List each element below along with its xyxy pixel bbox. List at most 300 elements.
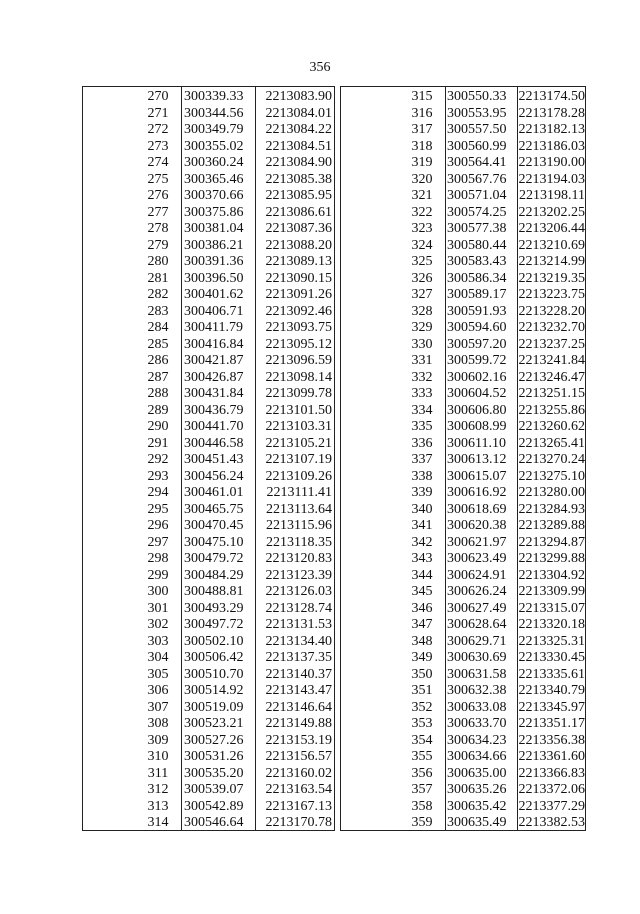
y-coordinate: 2213085.38 — [265, 171, 332, 187]
x-coordinate: 300583.43 — [447, 254, 507, 269]
y-coordinate: 2213149.88 — [265, 716, 332, 731]
table-row — [341, 171, 585, 189]
y-coordinate: 2213086.61 — [265, 204, 332, 220]
y-coordinate: 2213382.53 — [518, 815, 585, 830]
y-coordinate: 2213092.46 — [265, 303, 332, 319]
table-row — [83, 748, 334, 766]
y-coordinate: 2213146.64 — [265, 699, 332, 715]
x-coordinate: 300627.49 — [447, 600, 507, 616]
point-number: 340 — [411, 501, 433, 517]
y-coordinate: 2213284.93 — [518, 501, 585, 517]
y-coordinate: 2213084.90 — [265, 155, 332, 170]
x-coordinate: 300349.79 — [184, 122, 244, 137]
point-number: 280 — [147, 254, 169, 269]
table-row — [83, 501, 334, 519]
point-number: 289 — [147, 402, 169, 418]
table-row — [341, 237, 585, 255]
y-coordinate: 2213095.12 — [265, 336, 332, 352]
x-coordinate: 300451.43 — [184, 452, 244, 467]
x-coordinate: 300604.52 — [447, 386, 507, 401]
y-coordinate: 2213085.95 — [265, 188, 332, 203]
table-row — [83, 138, 334, 156]
point-number: 274 — [147, 155, 169, 170]
point-number: 315 — [411, 89, 433, 104]
table-row — [83, 336, 334, 354]
point-number: 321 — [411, 188, 433, 203]
y-coordinate: 2213131.53 — [265, 617, 332, 632]
y-coordinate: 2213280.00 — [518, 485, 585, 500]
point-number: 294 — [147, 485, 169, 500]
x-coordinate: 300611.10 — [447, 435, 506, 451]
table-row — [83, 550, 334, 568]
x-coordinate: 300571.04 — [447, 188, 507, 203]
y-coordinate: 2213294.87 — [518, 534, 585, 550]
table-row — [83, 484, 334, 502]
x-coordinate: 300631.58 — [447, 666, 507, 682]
x-coordinate: 300506.42 — [184, 650, 244, 665]
x-coordinate: 300484.29 — [184, 567, 244, 583]
x-coordinate: 300510.70 — [184, 666, 244, 682]
table-row — [341, 286, 585, 304]
x-coordinate: 300391.36 — [184, 254, 244, 269]
x-coordinate: 300344.56 — [184, 105, 244, 121]
table-row — [341, 534, 585, 552]
point-number: 298 — [147, 551, 169, 566]
table-row — [83, 616, 334, 634]
y-coordinate: 2213156.57 — [265, 749, 332, 764]
point-number: 306 — [147, 683, 169, 698]
y-coordinate: 2213366.83 — [518, 765, 585, 781]
y-coordinate: 2213113.64 — [266, 501, 332, 517]
y-coordinate: 2213163.54 — [265, 782, 332, 797]
x-coordinate: 300550.33 — [447, 89, 507, 104]
table-row — [341, 633, 585, 651]
x-coordinate: 300546.64 — [184, 815, 244, 830]
y-coordinate: 2213304.92 — [518, 567, 585, 583]
table-row — [83, 253, 334, 271]
coordinate-table-right — [340, 86, 586, 831]
point-number: 335 — [411, 419, 433, 434]
x-coordinate: 300406.71 — [184, 303, 244, 319]
table-row — [341, 369, 585, 387]
point-number: 288 — [147, 386, 169, 401]
y-coordinate: 2213219.35 — [518, 270, 585, 286]
x-coordinate: 300634.66 — [447, 749, 507, 764]
point-number: 337 — [411, 452, 433, 467]
y-coordinate: 2213099.78 — [265, 386, 332, 401]
x-coordinate: 300623.49 — [447, 551, 507, 566]
table-row — [341, 814, 585, 832]
table-row — [341, 699, 585, 717]
x-coordinate: 300535.20 — [184, 765, 244, 781]
point-number: 313 — [147, 798, 169, 814]
point-number: 341 — [411, 518, 433, 533]
x-coordinate: 300519.09 — [184, 699, 244, 715]
x-coordinate: 300564.41 — [447, 155, 507, 170]
x-coordinate: 300624.91 — [447, 567, 507, 583]
point-number: 270 — [147, 89, 169, 104]
point-number: 317 — [411, 122, 433, 137]
point-number: 299 — [147, 567, 169, 583]
x-coordinate: 300436.79 — [184, 402, 244, 418]
table-row — [83, 534, 334, 552]
x-coordinate: 300527.26 — [184, 732, 244, 748]
x-coordinate: 300355.02 — [184, 138, 244, 154]
y-coordinate: 2213270.24 — [518, 452, 585, 467]
table-row — [341, 204, 585, 222]
point-number: 322 — [411, 204, 433, 220]
y-coordinate: 2213118.35 — [266, 534, 332, 550]
table-row — [83, 154, 334, 172]
y-coordinate: 2213214.99 — [518, 254, 585, 269]
y-coordinate: 2213084.51 — [265, 138, 332, 154]
table-row — [341, 336, 585, 354]
table-row — [83, 649, 334, 667]
y-coordinate: 2213289.88 — [518, 518, 585, 533]
y-coordinate: 2213351.17 — [518, 716, 585, 731]
point-number: 332 — [411, 369, 433, 385]
point-number: 320 — [411, 171, 433, 187]
table-row — [341, 138, 585, 156]
x-coordinate: 300633.70 — [447, 716, 507, 731]
point-number: 287 — [147, 369, 169, 385]
x-coordinate: 300620.38 — [447, 518, 507, 533]
point-number: 279 — [147, 237, 169, 253]
x-coordinate: 300635.49 — [447, 815, 507, 830]
point-number: 304 — [147, 650, 169, 665]
point-number: 273 — [147, 138, 169, 154]
y-coordinate: 2213137.35 — [265, 650, 332, 665]
y-coordinate: 2213260.62 — [518, 419, 585, 434]
table-row — [83, 666, 334, 684]
point-number: 276 — [147, 188, 169, 203]
y-coordinate: 2213089.13 — [265, 254, 332, 269]
table-row — [341, 501, 585, 519]
y-coordinate: 2213126.03 — [265, 584, 332, 599]
table-row — [341, 154, 585, 172]
x-coordinate: 300493.29 — [184, 600, 244, 616]
y-coordinate: 2213098.14 — [265, 369, 332, 385]
y-coordinate: 2213087.36 — [265, 221, 332, 236]
y-coordinate: 2213134.40 — [265, 633, 332, 649]
x-coordinate: 300630.69 — [447, 650, 507, 665]
point-number: 326 — [411, 270, 433, 286]
table-row — [83, 352, 334, 370]
x-coordinate: 300542.89 — [184, 798, 244, 814]
point-number: 348 — [411, 633, 433, 649]
table-row — [83, 171, 334, 189]
table-row — [83, 88, 334, 106]
point-number: 334 — [411, 402, 433, 418]
page-number: 356 — [309, 60, 331, 75]
table-row — [83, 270, 334, 288]
point-number: 357 — [411, 782, 433, 797]
y-coordinate: 2213143.47 — [265, 683, 332, 698]
x-coordinate: 300531.26 — [184, 749, 244, 764]
y-coordinate: 2213223.75 — [518, 287, 585, 302]
point-number: 342 — [411, 534, 433, 550]
point-number: 358 — [411, 798, 433, 814]
x-coordinate: 300523.21 — [184, 716, 244, 731]
y-coordinate: 2213251.15 — [518, 386, 585, 401]
x-coordinate: 300553.95 — [447, 105, 507, 121]
y-coordinate: 2213202.25 — [518, 204, 585, 220]
y-coordinate: 2213190.00 — [518, 155, 585, 170]
y-coordinate: 2213128.74 — [265, 600, 332, 616]
y-coordinate: 2213241.84 — [518, 353, 585, 368]
x-coordinate: 300381.04 — [184, 221, 244, 236]
table-row — [341, 253, 585, 271]
point-number: 325 — [411, 254, 433, 269]
table-row — [341, 682, 585, 700]
table-row — [341, 715, 585, 733]
y-coordinate: 2213275.10 — [518, 468, 585, 484]
point-number: 333 — [411, 386, 433, 401]
table-row — [83, 220, 334, 238]
point-number: 329 — [411, 320, 433, 335]
x-coordinate: 300589.17 — [447, 287, 507, 302]
point-number: 284 — [147, 320, 169, 335]
point-number: 324 — [411, 237, 433, 253]
point-number: 327 — [411, 287, 433, 302]
y-coordinate: 2213167.13 — [265, 798, 332, 814]
x-coordinate: 300634.23 — [447, 732, 507, 748]
point-number: 305 — [147, 666, 169, 682]
point-number: 302 — [147, 617, 169, 632]
point-number: 314 — [147, 815, 169, 830]
point-number: 282 — [147, 287, 169, 302]
x-coordinate: 300586.34 — [447, 270, 507, 286]
point-number: 352 — [411, 699, 433, 715]
y-coordinate: 2213377.29 — [518, 798, 585, 814]
x-coordinate: 300375.86 — [184, 204, 244, 220]
x-coordinate: 300606.80 — [447, 402, 507, 418]
y-coordinate: 2213228.20 — [518, 303, 585, 319]
y-coordinate: 2213115.96 — [266, 518, 332, 533]
y-coordinate: 2213140.37 — [265, 666, 332, 682]
x-coordinate: 300479.72 — [184, 551, 244, 566]
point-number: 291 — [147, 435, 169, 451]
y-coordinate: 2213084.22 — [265, 122, 332, 137]
y-coordinate: 2213210.69 — [518, 237, 585, 253]
point-number: 316 — [411, 105, 433, 121]
y-coordinate: 2213299.88 — [518, 551, 585, 566]
y-coordinate: 2213325.31 — [518, 633, 585, 649]
table-row — [341, 765, 585, 783]
point-number: 307 — [147, 699, 169, 715]
x-coordinate: 300608.99 — [447, 419, 507, 434]
point-number: 353 — [411, 716, 433, 731]
y-coordinate: 2213315.07 — [518, 600, 585, 616]
table-row — [341, 187, 585, 205]
point-number: 272 — [147, 122, 169, 137]
table-row — [83, 187, 334, 205]
y-coordinate: 2213372.06 — [518, 782, 585, 797]
point-number: 303 — [147, 633, 169, 649]
x-coordinate: 300365.46 — [184, 171, 244, 187]
point-number: 355 — [411, 749, 433, 764]
y-coordinate: 2213265.41 — [518, 435, 585, 451]
y-coordinate: 2213120.83 — [265, 551, 332, 566]
x-coordinate: 300580.44 — [447, 237, 507, 253]
table-row — [341, 649, 585, 667]
point-number: 330 — [411, 336, 433, 352]
point-number: 323 — [411, 221, 433, 236]
x-coordinate: 300574.25 — [447, 204, 507, 220]
x-coordinate: 300615.07 — [447, 468, 507, 484]
y-coordinate: 2213153.19 — [265, 732, 332, 748]
y-coordinate: 2213084.01 — [265, 105, 332, 121]
table-row — [83, 319, 334, 337]
point-number: 350 — [411, 666, 433, 682]
table-row — [83, 435, 334, 453]
point-number: 346 — [411, 600, 433, 616]
y-coordinate: 2213123.39 — [265, 567, 332, 583]
point-number: 308 — [147, 716, 169, 731]
table-row — [341, 600, 585, 618]
y-coordinate: 2213237.25 — [518, 336, 585, 352]
y-coordinate: 2213174.50 — [518, 89, 585, 104]
table-row — [83, 369, 334, 387]
y-coordinate: 2213255.86 — [518, 402, 585, 418]
y-coordinate: 2213356.38 — [518, 732, 585, 748]
table-row — [83, 517, 334, 535]
point-number: 349 — [411, 650, 433, 665]
y-coordinate: 2213101.50 — [265, 402, 332, 418]
point-number: 338 — [411, 468, 433, 484]
table-row — [341, 121, 585, 139]
y-coordinate: 2213182.13 — [518, 122, 585, 137]
y-coordinate: 2213090.15 — [265, 270, 332, 286]
x-coordinate: 300396.50 — [184, 270, 244, 286]
point-number: 359 — [411, 815, 433, 830]
y-coordinate: 2213340.79 — [518, 683, 585, 698]
x-coordinate: 300401.62 — [184, 287, 244, 302]
x-coordinate: 300560.99 — [447, 138, 507, 154]
point-number: 347 — [411, 617, 433, 632]
x-coordinate: 300635.42 — [447, 798, 507, 814]
x-coordinate: 300411.79 — [184, 320, 243, 335]
table-row — [341, 220, 585, 238]
point-number: 296 — [147, 518, 169, 533]
y-coordinate: 2213206.44 — [518, 221, 585, 236]
point-number: 277 — [147, 204, 169, 220]
table-row — [341, 451, 585, 469]
y-coordinate: 2213088.20 — [265, 237, 332, 253]
table-row — [341, 484, 585, 502]
x-coordinate: 300370.66 — [184, 188, 244, 203]
x-coordinate: 300633.08 — [447, 699, 507, 715]
x-coordinate: 300616.92 — [447, 485, 507, 500]
table-row — [341, 435, 585, 453]
x-coordinate: 300339.33 — [184, 89, 244, 104]
point-number: 351 — [411, 683, 433, 698]
point-number: 331 — [411, 353, 433, 368]
table-row — [83, 699, 334, 717]
table-row — [83, 682, 334, 700]
y-coordinate: 2213170.78 — [265, 815, 332, 830]
table-row — [83, 402, 334, 420]
x-coordinate: 300629.71 — [447, 633, 507, 649]
x-coordinate: 300613.12 — [447, 452, 507, 467]
point-number: 293 — [147, 468, 169, 484]
y-coordinate: 2213194.03 — [518, 171, 585, 187]
y-coordinate: 2213309.99 — [518, 584, 585, 599]
x-coordinate: 300577.38 — [447, 221, 507, 236]
table-row — [341, 88, 585, 106]
x-coordinate: 300591.93 — [447, 303, 507, 319]
point-number: 311 — [147, 765, 169, 781]
table-row — [341, 352, 585, 370]
x-coordinate: 300360.24 — [184, 155, 244, 170]
point-number: 310 — [147, 749, 169, 764]
table-row — [83, 814, 334, 832]
y-coordinate: 2213330.45 — [518, 650, 585, 665]
x-coordinate: 300502.10 — [184, 633, 244, 649]
x-coordinate: 300599.72 — [447, 353, 507, 368]
x-coordinate: 300567.76 — [447, 171, 507, 187]
table-row — [341, 517, 585, 535]
table-row — [83, 286, 334, 304]
table-row — [83, 732, 334, 750]
x-coordinate: 300456.24 — [184, 468, 244, 484]
x-coordinate: 300597.20 — [447, 336, 507, 352]
table-row — [341, 468, 585, 486]
table-row — [83, 765, 334, 783]
table-row — [83, 105, 334, 123]
point-number: 281 — [147, 270, 169, 286]
table-row — [341, 402, 585, 420]
x-coordinate: 300628.64 — [447, 617, 507, 632]
table-row — [83, 715, 334, 733]
table-row — [83, 583, 334, 601]
x-coordinate: 300557.50 — [447, 122, 507, 137]
table-row — [83, 204, 334, 222]
x-coordinate: 300635.00 — [447, 765, 507, 781]
point-number: 285 — [147, 336, 169, 352]
y-coordinate: 2213345.97 — [518, 699, 585, 715]
x-coordinate: 300465.75 — [184, 501, 244, 517]
y-coordinate: 2213091.26 — [265, 287, 332, 302]
point-number: 283 — [147, 303, 169, 319]
table-row — [341, 748, 585, 766]
x-coordinate: 300497.72 — [184, 617, 244, 632]
y-coordinate: 2213232.70 — [518, 320, 585, 335]
point-number: 275 — [147, 171, 169, 187]
y-coordinate: 2213198.11 — [519, 188, 585, 203]
table-row — [341, 616, 585, 634]
x-coordinate: 300446.58 — [184, 435, 244, 451]
point-number: 328 — [411, 303, 433, 319]
x-coordinate: 300632.38 — [447, 683, 507, 698]
x-coordinate: 300475.10 — [184, 534, 244, 550]
y-coordinate: 2213103.31 — [265, 419, 332, 434]
point-number: 286 — [147, 353, 169, 368]
table-row — [341, 418, 585, 436]
point-number: 301 — [147, 600, 169, 616]
y-coordinate: 2213105.21 — [265, 435, 332, 451]
y-coordinate: 2213361.60 — [518, 749, 585, 764]
y-coordinate: 2213111.41 — [266, 485, 332, 500]
table-row — [83, 385, 334, 403]
y-coordinate: 2213096.59 — [265, 353, 332, 368]
point-number: 345 — [411, 584, 433, 599]
x-coordinate: 300416.84 — [184, 336, 244, 352]
point-number: 271 — [147, 105, 169, 121]
table-row — [341, 105, 585, 123]
x-coordinate: 300539.07 — [184, 782, 244, 797]
table-row — [83, 121, 334, 139]
